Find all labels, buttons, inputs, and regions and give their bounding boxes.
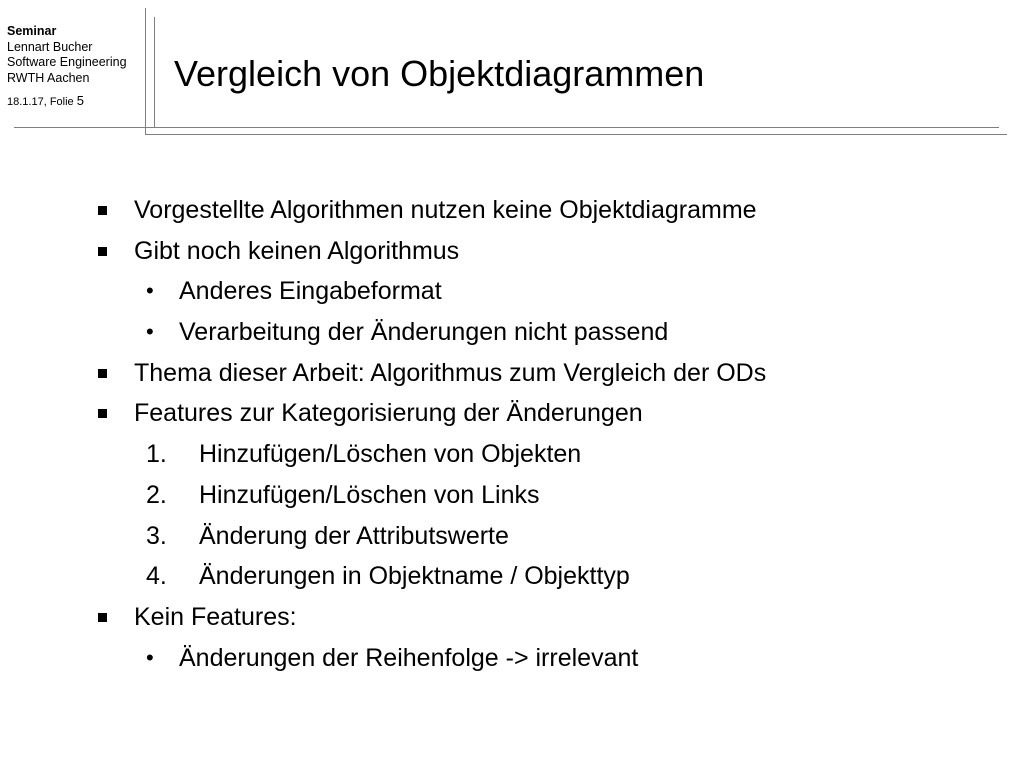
list-number: 2.: [146, 480, 167, 509]
chair-label: Software Engineering: [7, 55, 127, 69]
header-divider-vertical-2: [154, 17, 155, 128]
date-folio-label: 18.1.17, Folie: [7, 96, 74, 108]
list-number: 3.: [146, 521, 167, 550]
list-item-text: Änderungen in Objektname / Objekttyp: [199, 562, 630, 591]
slide-number: 5: [76, 93, 84, 108]
slide-info-block: [7, 24, 127, 111]
list-item: [0, 434, 1024, 475]
list-item-text: Verarbeitung der Änderungen nicht passend: [179, 318, 669, 347]
list-item: [0, 516, 1024, 557]
round-bullet-icon: •: [146, 644, 154, 670]
list-item: [0, 556, 1024, 597]
list-item-text: Anderes Eingabeformat: [179, 277, 442, 306]
author-label: Lennart Bucher: [7, 39, 93, 54]
list-item-text: Hinzufügen/Löschen von Objekten: [199, 440, 582, 469]
university-label: RWTH Aachen: [7, 70, 90, 85]
list-item-text: Features zur Kategorisierung der Änderungen: [134, 399, 643, 428]
header-divider-vertical-1: [145, 8, 146, 134]
list-item: [0, 271, 1024, 312]
list-item: [0, 638, 1024, 679]
round-bullet-icon: •: [146, 319, 154, 345]
date-folio-line: [7, 93, 127, 111]
square-bullet-icon: [98, 409, 107, 418]
list-item-text: Thema dieser Arbeit: Algorithmus zum Vergleich der ODs: [134, 358, 767, 387]
list-item-text: Hinzufügen/Löschen von Links: [199, 480, 540, 509]
square-bullet-icon: [98, 247, 107, 256]
list-item: [0, 231, 1024, 272]
list-item-text: Vorgestellte Algorithmen nutzen keine Objektdiagramme: [134, 196, 757, 224]
course-label: Seminar: [7, 24, 57, 38]
list-item: [0, 190, 1024, 231]
slide-title: Vergleich von Objektdiagrammen: [174, 53, 705, 94]
list-item-text: Änderung der Attributswerte: [199, 521, 509, 550]
list-number: 1.: [146, 440, 167, 469]
slide-content-list: [0, 190, 1024, 678]
list-item: [0, 597, 1024, 638]
list-item-text: Kein Features:: [134, 602, 297, 631]
list-item: [0, 353, 1024, 394]
header-rule-1: [14, 127, 999, 128]
square-bullet-icon: [98, 613, 107, 622]
header-rule-2: [145, 134, 1007, 135]
list-item: [0, 312, 1024, 353]
list-item-text: Änderungen der Reihenfolge -> irrelevant: [179, 643, 639, 672]
list-item: [0, 393, 1024, 434]
list-item: [0, 475, 1024, 516]
round-bullet-icon: •: [146, 278, 154, 304]
list-item-text: Gibt noch keinen Algorithmus: [134, 236, 460, 265]
square-bullet-icon: [98, 206, 107, 215]
list-number: 4.: [146, 562, 167, 591]
square-bullet-icon: [98, 369, 107, 378]
